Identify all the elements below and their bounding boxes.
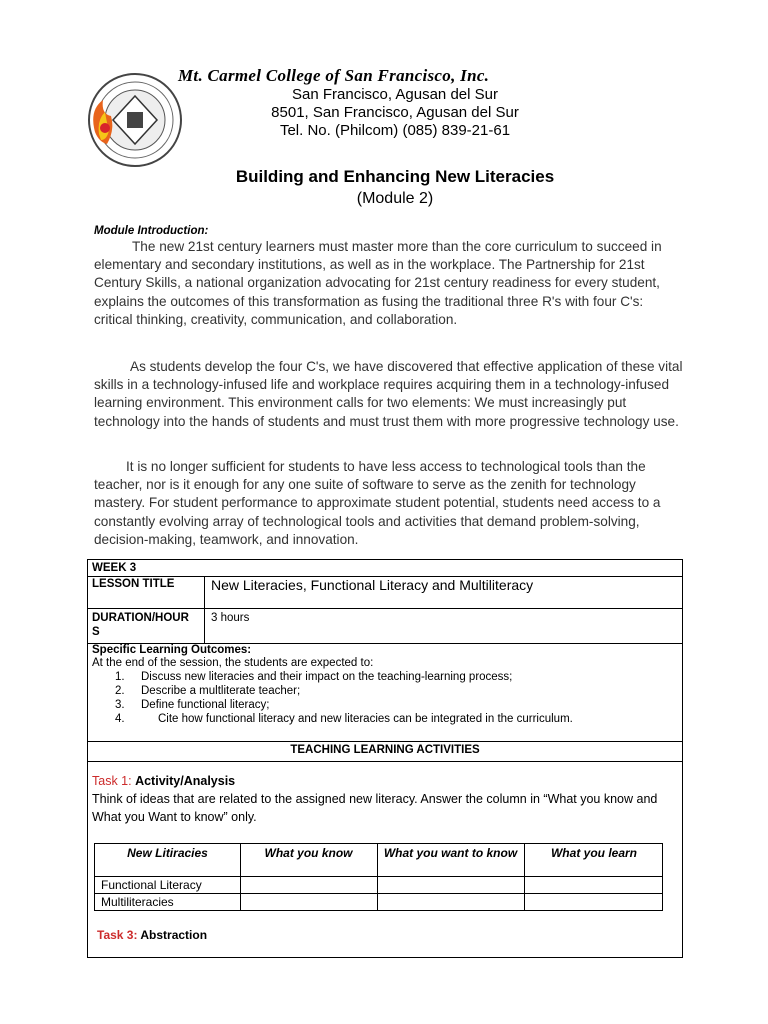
outcome-num-3: 3. xyxy=(115,699,125,711)
task1-heading xyxy=(92,774,235,788)
activities-header: TEACHING LEARNING ACTIVITIES xyxy=(290,744,480,756)
task3-title: Abstraction xyxy=(140,928,208,942)
task1-instructions: Think of ideas that are related to the assigned new literacy. Answer the column in “What you know and What you Want to know” only. xyxy=(92,792,658,824)
literacy-table-header xyxy=(95,844,662,877)
school-name: Mt. Carmel College of San Francisco, Inc. xyxy=(178,66,490,85)
row-functional-literacy: Functional Literacy xyxy=(101,878,202,892)
table-row xyxy=(95,877,662,894)
duration-value: 3 hours xyxy=(211,612,250,624)
intro-paragraph-1: The new 21st century learners must master more than the core curriculum to succeed in elementary and secondary institutions, as well as in the workplace. The Partnership for 21st Century Skills, a national organization advocating for 21st century readiness for every student, explains the outcomes of this transformation as fusing the traditional three R's with four C's: critical thinking, creativity, communication, and collaboration. xyxy=(94,239,662,327)
lesson-title-row xyxy=(88,577,682,609)
col-what-you-learn: What you learn xyxy=(550,846,637,860)
col-new-literacies: New Litiracies xyxy=(127,846,208,860)
lesson-title-label: LESSON TITLE xyxy=(92,578,175,590)
outcomes-row xyxy=(88,644,682,742)
task3-label: Task 3: xyxy=(97,928,141,942)
table-row xyxy=(95,894,662,911)
duration-label: DURATION/HOUR S xyxy=(92,612,189,638)
module-subtitle: (Module 2) xyxy=(356,190,434,207)
task1-label: Task 1: xyxy=(92,774,136,788)
lesson-table xyxy=(87,559,683,958)
school-address: 8501, San Francisco, Agusan del Sur xyxy=(271,104,519,121)
outcomes-label: Specific Learning Outcomes: xyxy=(92,644,252,656)
col-what-you-know: What you know xyxy=(264,846,353,860)
duration-row xyxy=(88,609,682,644)
literacy-table xyxy=(94,843,663,911)
week-label: WEEK 3 xyxy=(92,562,137,574)
outcome-4: Cite how functional literacy and new literacies can be integrated in the curriculum. xyxy=(158,713,573,725)
row-multiliteracies: Multiliteracies xyxy=(101,895,174,909)
task3-heading xyxy=(97,928,207,942)
lesson-title: New Literacies, Functional Literacy and Multiliteracy xyxy=(211,577,534,593)
outcome-1: Discuss new literacies and their impact on the teaching-learning process; xyxy=(141,671,513,683)
intro-paragraph-2: As students develop the four C's, we have discovered that effective application of these vital skills in a technology-infused life and workplace requires acquiring them in a technology-infused learning environment. This environment calls for two elements: We must increasingly put technology into the hands of students and must trust them with more progressive technology use. xyxy=(94,359,683,429)
outcome-num-1: 1. xyxy=(115,671,125,683)
school-location: San Francisco, Agusan del Sur xyxy=(292,86,498,103)
outcome-3: Define functional literacy; xyxy=(141,699,270,711)
task1-title: Activity/Analysis xyxy=(135,774,236,788)
intro-label: Module Introduction: xyxy=(94,225,209,237)
outcome-2: Describe a multliterate teacher; xyxy=(141,685,301,697)
outcomes-intro: At the end of the session, the students are expected to: xyxy=(92,657,374,669)
college-seal-icon xyxy=(85,70,185,170)
outcome-num-4: 4. xyxy=(115,713,125,725)
module-title: Building and Enhancing New Literacies xyxy=(235,167,555,186)
outcome-num-2: 2. xyxy=(115,685,125,697)
activities-header-row xyxy=(88,742,682,762)
intro-paragraph-3: It is no longer sufficient for students to have less access to technological tools than the teacher, nor is it enough for any one suite of software to serve as the zenith for technology mastery. For student performance to approximate student potential, students need access to a constantly evolving array of technological tools and activities that demand problem-solving, decision-making, teamwork, and innovation. xyxy=(94,459,661,547)
school-phone: Tel. No. (Philcom) (085) 839-21-61 xyxy=(279,122,511,139)
col-what-you-want-to-know: What you want to know xyxy=(383,846,518,860)
week-row xyxy=(88,560,682,577)
